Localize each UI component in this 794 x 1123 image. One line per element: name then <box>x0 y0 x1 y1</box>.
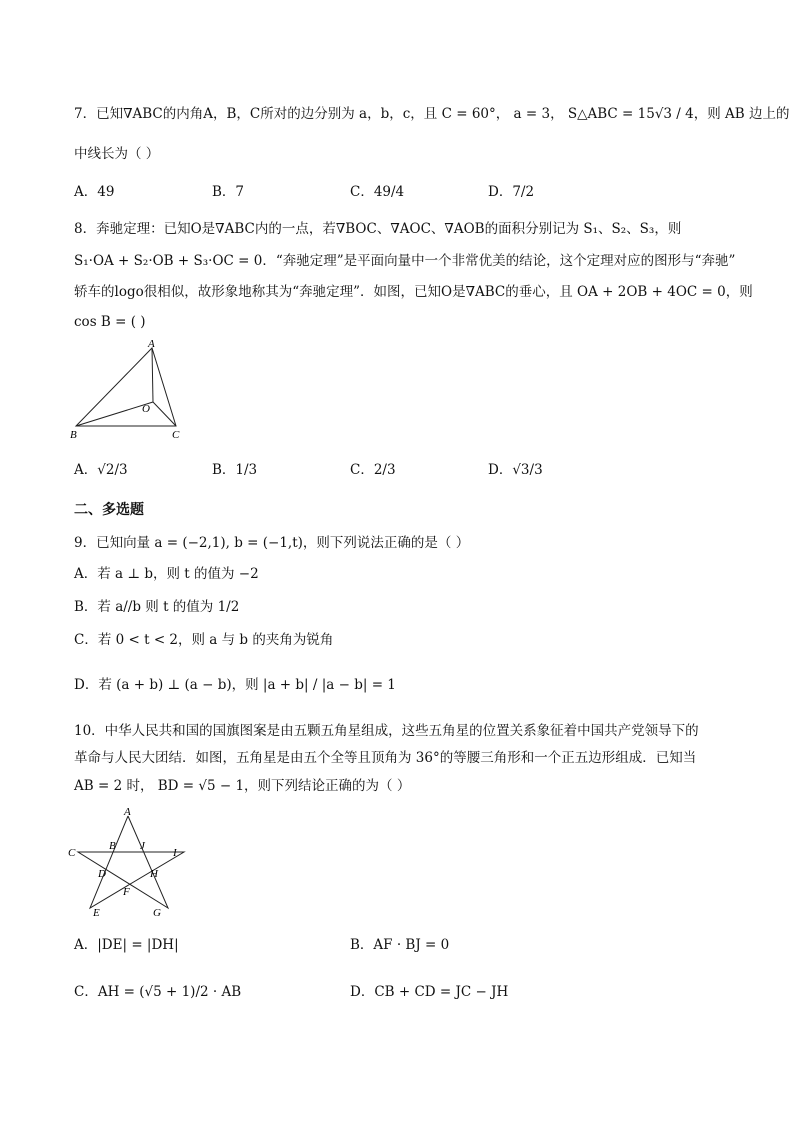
q8-label-a: A <box>148 338 155 350</box>
q9-option-b: B．若 a//b 则 t 的值为 1/2 <box>74 599 240 615</box>
q8-option-a: A．√2/3 <box>74 462 128 478</box>
q10-label-b: B <box>109 840 116 852</box>
q8-stem-line1: 8．奔驰定理：已知O是∇ABC内的一点，若∇BOC、∇AOC、∇AOB的面积分别记为 S₁、S₂、S₃，则 <box>74 221 682 237</box>
q8-option-c: C．2/3 <box>350 462 396 478</box>
q10-label-i: I <box>173 847 177 859</box>
q10-stem-line1: 10．中华人民共和国的国旗图案是由五颗五角星组成，这些五角星的位置关系象征着中国共产党领导下的 <box>74 723 699 739</box>
q10-label-d: D <box>98 868 106 880</box>
q10-option-b: B．AF · BJ = 0 <box>350 937 450 953</box>
q10-label-j: J <box>140 840 145 852</box>
q10-label-g: G <box>153 907 161 919</box>
q8-triangle-abc <box>76 348 176 426</box>
q9-option-d: D．若 (a + b) ⊥ (a − b)，则 |a + b| / |a − b| = 1 <box>74 677 396 693</box>
q7-option-c: C．49/4 <box>350 184 405 200</box>
q7-option-a: A．49 <box>74 184 115 200</box>
q8-label-o: O <box>142 403 150 415</box>
q10-stem-line3: AB = 2 时， BD = √5 − 1，则下列结论正确的为（ ） <box>74 778 411 794</box>
q7-option-b: B．7 <box>212 184 245 200</box>
q10-label-e: E <box>93 907 100 919</box>
q7-stem-line1: 7．已知∇ABC的内角A，B，C所对的边分别为 a，b，c，且 C = 60°， a = 3， S△ABC = 15√3 / 4，则 AB 边上的 <box>74 106 790 122</box>
q10-option-d: D．CB + CD = JC − JH <box>350 984 509 1000</box>
q10-stem-line2: 革命与人民大团结．如图，五角星是由五个全等且顶角为 36°的等腰三角形和一个正五边形组成．已知当 <box>74 750 697 766</box>
q10-star-figure <box>66 804 190 920</box>
q10-option-a: A．|DE| = |DH| <box>74 937 179 953</box>
q8-option-b: B．1/3 <box>212 462 258 478</box>
q8-label-c: C <box>172 429 180 441</box>
q10-label-c: C <box>68 847 76 859</box>
q9-option-a: A．若 a ⊥ b，则 t 的值为 −2 <box>74 566 259 582</box>
q8-stem-line3: 轿车的logo很相似，故形象地称其为“奔驰定理”．如图，已知O是∇ABC的垂心，且 OA + 2OB + 4OC = 0，则 <box>74 284 753 300</box>
q8-option-d: D．√3/3 <box>488 462 543 478</box>
section-title-multiple-choice: 二、多选题 <box>74 502 144 518</box>
q10-label-f: F <box>123 886 130 898</box>
q8-stem-line4: cos B = ( ) <box>74 314 146 330</box>
q10-label-h: H <box>150 868 158 880</box>
q7-stem-line2: 中线长为（ ） <box>74 146 160 162</box>
q8-stem-line2: S₁·OA + S₂·OB + S₃·OC = 0．“奔驰定理”是平面向量中一个非常优美的结论，这个定理对应的图形与“奔驰” <box>74 253 736 269</box>
q10-option-c: C．AH = (√5 + 1)/2 · AB <box>74 984 242 1000</box>
q8-label-b: B <box>70 429 77 441</box>
q8-triangle-figure <box>66 336 196 442</box>
q9-option-c: C．若 0 < t < 2，则 a 与 b 的夹角为锐角 <box>74 632 334 648</box>
q10-label-a: A <box>124 806 131 818</box>
q9-stem: 9．已知向量 a = (−2,1), b = (−1,t)，则下列说法正确的是（ ） <box>74 535 470 551</box>
q10-pentagram <box>78 816 184 908</box>
q8-segment-ao <box>152 348 153 402</box>
q7-option-d: D．7/2 <box>488 184 535 200</box>
